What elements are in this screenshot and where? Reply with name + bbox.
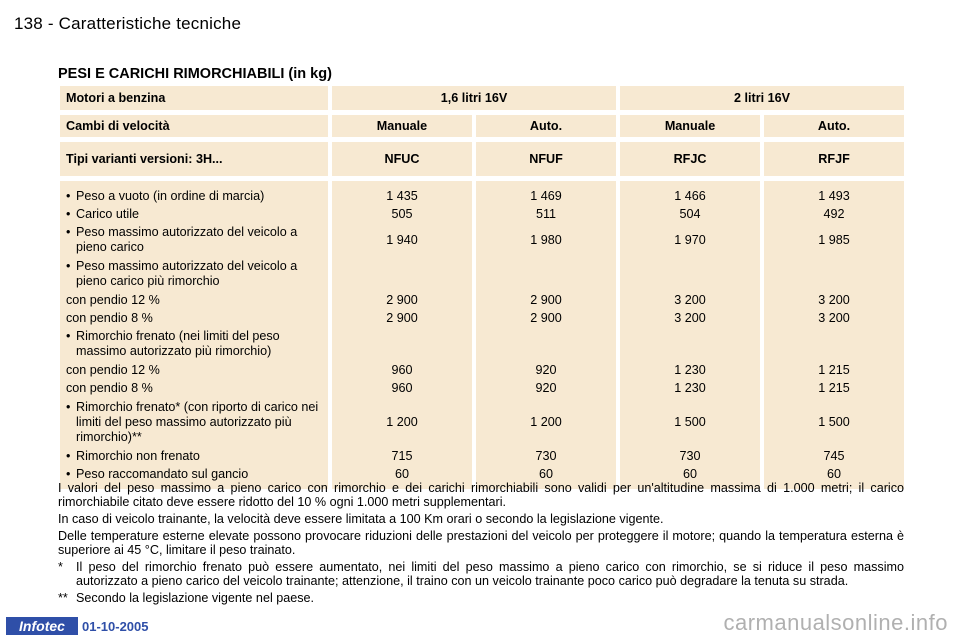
cell-value: 1 200 [476,397,616,447]
table-row [60,291,904,309]
bullet: • [66,206,71,221]
cell-value: 511 [476,205,616,223]
variant-code: RFJC [620,142,760,176]
cell-value: 505 [332,205,472,223]
row-label: con pendio 12 % [60,291,328,309]
cell-value: 1 940 [332,223,472,257]
cell-value: 1 215 [764,361,904,379]
table-row [60,223,904,257]
bullet: • [66,448,71,463]
cell-value: 960 [332,361,472,379]
cell-value: 1 500 [620,397,760,447]
cell-value: 920 [476,361,616,379]
row-label: Rimorchio frenato* (con riporto di carico nei limiti del peso massimo autorizzato più rimorchio)** [76,399,319,444]
table-row [60,447,904,465]
bullet: • [66,188,71,203]
row-label: con pendio 8 % [60,379,328,397]
cell-value: 60 [620,465,760,483]
bullet: • [66,225,71,239]
gearbox-value: Auto. [476,115,616,137]
footnote [58,560,904,588]
note-paragraph: I valori del peso massimo a pieno carico con rimorchio e dei carichi rimorchiabili sono validi per un'altitudine massima di 1.000 metri; il carico rimorchiabile citato deve essere ridotto del 10 % ogni 1.000 metri supplementari. [58,481,904,509]
cell-value: 960 [332,379,472,397]
bullet: • [66,399,71,414]
variant-code: NFUF [476,142,616,176]
page-header: 138 - Caratteristiche tecniche [14,14,242,33]
row-label: Peso a vuoto (in ordine di marcia) [76,188,265,203]
bullet: • [66,259,71,273]
cell-value: 1 230 [620,379,760,397]
cell-value: 1 500 [764,397,904,447]
cell-value: 920 [476,379,616,397]
variant-code: RFJF [764,142,904,176]
table-row [60,361,904,379]
cell-value: 730 [620,447,760,465]
row-label: Peso raccomandato sul gancio [76,466,249,481]
gearbox-value: Manuale [332,115,472,137]
note-paragraph: In caso di veicolo trainante, la velocità deve essere limitata a 100 Km orari o secondo la legislazione vigente. [58,512,664,526]
row-label: Rimorchio frenato (nei limiti del peso massimo autorizzato più rimorchio) [76,329,280,358]
cell-value: 1 466 [620,187,760,205]
footnote-text: Il peso del rimorchio frenato può essere aumentato, nei limiti del peso massimo a pieno carico con rimorchio, se si riduce il peso massimo autorizzato a pieno carico del veicolo trainante; attenzione, il traino con un veicolo trainante poco carico può degradare la tenuta su strada. [76,560,904,588]
cell-value: 1 200 [332,397,472,447]
gearbox-value: Auto. [764,115,904,137]
variants-label: Tipi varianti versioni: 3H... [60,142,328,176]
cell-value: 3 200 [620,291,760,309]
watermark: carmanualsonline.info [723,610,948,635]
cell-value: 745 [764,447,904,465]
note-paragraph: Delle temperature esterne elevate possono provocare riduzioni delle prestazioni del veicolo per proteggere il motore; quando la temperatura esterna è superiore ai 45 °C, limitare il peso trainato. [58,529,904,557]
cell-value: 492 [764,205,904,223]
row-label: Peso massimo autorizzato del veicolo a pieno carico più rimorchio [76,259,298,288]
table-row [60,397,904,447]
variant-code: NFUC [332,142,472,176]
cell-value: 1 435 [332,187,472,205]
cell-value: 1 985 [764,223,904,257]
cell-value: 2 900 [332,291,472,309]
row-label: Carico utile [76,206,139,221]
footnote-mark: ** [58,591,68,605]
cell-value: 60 [332,465,472,483]
table-row [60,205,904,223]
cell-value: 715 [332,447,472,465]
infotec-logo: Infotec [6,617,78,635]
bullet: • [66,466,71,481]
cell-value: 2 900 [332,309,472,327]
cell-value: 3 200 [764,291,904,309]
cell-value: 1 493 [764,187,904,205]
footnote-mark: * [58,560,63,574]
notes [58,481,904,608]
footnote [58,591,904,605]
gearbox-value: Manuale [620,115,760,137]
footnote-text: Secondo la legislazione vigente nel paese. [76,591,315,605]
variants-header-row [60,142,904,176]
cell-value: 60 [476,465,616,483]
engine-1: 1,6 litri 16V [332,86,616,110]
cell-value: 1 970 [620,223,760,257]
footer-date: 01-10-2005 [82,619,149,634]
row-label: Rimorchio non frenato [76,448,200,463]
cell-value: 1 215 [764,379,904,397]
cell-value: 2 900 [476,309,616,327]
engine-label: Motori a benzina [60,86,328,110]
table-row [60,379,904,397]
cell-value: 504 [620,205,760,223]
cell-value: 3 200 [764,309,904,327]
cell-value: 2 900 [476,291,616,309]
table-row [60,327,904,361]
engine-2: 2 litri 16V [620,86,904,110]
spec-table [56,86,908,489]
row-label: con pendio 8 % [60,309,328,327]
bullet: • [66,329,71,343]
cell-value: 3 200 [620,309,760,327]
row-label: con pendio 12 % [60,361,328,379]
gearbox-header-row [60,115,904,137]
table-row [60,187,904,205]
cell-value: 1 230 [620,361,760,379]
cell-value: 60 [764,465,904,483]
table-row [60,309,904,327]
engine-header-row [60,86,904,110]
table-row [60,257,904,291]
section-title: PESI E CARICHI RIMORCHIABILI (in kg) [58,66,332,82]
cell-value: 730 [476,447,616,465]
cell-value: 1 980 [476,223,616,257]
row-label: Peso massimo autorizzato del veicolo a pieno carico [76,225,298,254]
cell-value: 1 469 [476,187,616,205]
gearbox-label: Cambi di velocità [60,115,328,137]
